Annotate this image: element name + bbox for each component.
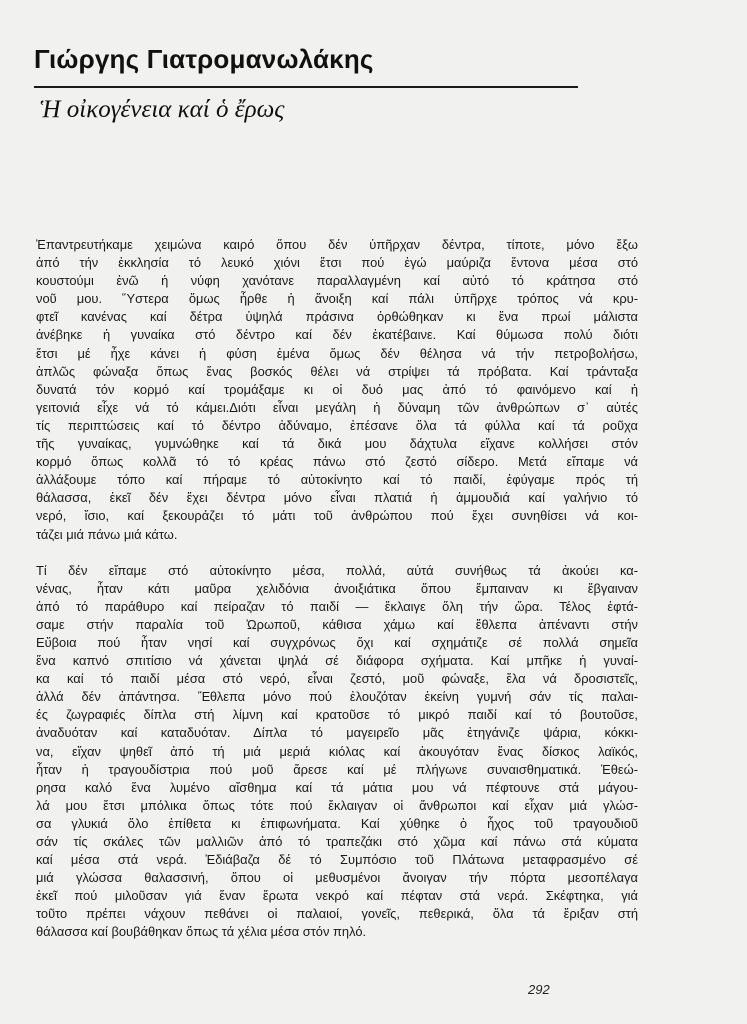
text-line: ἐκεῖ πού μιλοῦσαν γιά ἕναν ἔρωτα νεκρό καί πέφταν στά νερά. Σκέφτηκα, γιά <box>36 888 638 904</box>
heading-rule <box>34 86 578 88</box>
text-line: καί μέσα στά νερά. Ἐδιάβαζα δέ τό Συμπόσιο τοῦ Πλάτωνα μεταφρασμένο σέ <box>36 852 638 868</box>
text-line: ἦταν ἡ τραγουδίστρια πού μοῦ ἄρεσε καί μέ πλήγωνε συναισθηματικά. Ἐθεώ- <box>36 761 638 777</box>
author-heading: Γιώργης Γιατρομανωλάκης <box>34 44 374 74</box>
text-line: φτεῖ κανένας καί δέτρα ὑψηλά πράσινα ὀρθώθηκαν κι ἕνα πρωί μάλιστα <box>36 309 638 325</box>
text-line: Ἐπαντρευτήκαμε χειμώνα καιρό ὅπου δέν ὑπῆρχαν δέντρα, τίποτε, μόνο ἔξω <box>36 237 638 252</box>
text-line: ἀνέβηκε ἡ γυναίκα στό δέντρο καί δέν ἐκατέβαινε. Καί θύμωσα πολύ διότι <box>36 327 638 343</box>
text-line: τοῦτο πρέπει νάχουν πεθάνει οἱ παλαιοί, γονεῖς, πεθερικά, ὅλα τά ἔριξαν στή <box>36 906 638 922</box>
text-line: δυνατά τόν κορμό καί τρομάξαμε κι οἱ δυό μας ἀπό τό φαινόμενο καί ἡ <box>36 381 638 397</box>
text-line: θάλασσα καί βουβάθηκαν ὅπως τά χέλια μέσα στόν πηλό. <box>36 924 367 940</box>
text-line: νένας, ἦταν κάτι μαῦρα χελιδόνια ἀνοιξιάτικα ὅπου ἔμπαιναν κι ἔβγαιναν <box>36 580 638 596</box>
text-line: μιά γλώσσα θαλασσινή, ὅπου οἱ μεθυσμένοι ἄνοιγαν τήν πόρτα μεσοπέλαγα <box>36 870 638 886</box>
text-line: νοῦ μου. Ὕστερα ὅμως ἦρθε ἡ ἄνοιξη καί πάλι ὑπῆρχε τρόπος νά κρυ- <box>36 291 638 307</box>
text-line: Τί δέν εἴπαμε στό αὐτοκίνητο μέσα, πολλά, αὐτά συνήθως τά ἀκούει κα- <box>36 562 638 578</box>
text-line: σαμε στήν παραλία τοῦ Ὠρωποῦ, κάθισα χάμω καί ἔθλεπα ἀπέναντι στήν <box>36 616 638 632</box>
text-line: θάλασσα, ἐκεῖ δέν ἔχει δέντρα μόνο εἶναι πλατιά ἡ ἀμμουδιά καί γαλήνιο τό <box>36 490 638 506</box>
text-line: ἔτσι μέ ἦχε κάνει ἡ φύση ἐμένα ὅμως δέν θέλησα νά τήν πετροβολήσω, <box>36 345 638 361</box>
text-line: ἀλλά δέν ἀπάντησα. Ἔθλεπα μόνο πού ἐλουζόταν ἐκείνη γυμνή σάν τίς παλαι- <box>36 689 638 705</box>
text-line: ές ζωγραφιές δίπλα στή λίμνη καί κρατοῦσε τό μικρό παιδί καί τό βουτοῦσε, <box>36 707 638 723</box>
text-line: ἁπλῶς φώναξα ὅπως ἕνας βοσκός θέλει νά στρίψει τά πρόβατα. Καί τράνταξα <box>36 363 638 379</box>
text-line: τάζει μιά πάνω μιά κάτω. <box>36 526 178 542</box>
text-line: να, εἴχαν ψηθεῖ ἀπό τή μιά μεριά κιόλας καί ἀκουγόταν ἕνας δίσκος λαϊκός, <box>36 743 638 759</box>
text-line: νερό, ἴσιο, καί ξεκουράζει τό μάτι τοῦ ἀνθρώπου πού ἔχει συνηθίσει νά κοι- <box>36 508 638 524</box>
text-line: τίς περιπτώσεις καί τό δέντρο ἀδύναμο, ἐπέσανε ὅλα τά φύλλα καί τά ροῦχα <box>36 417 638 433</box>
text-line: σα γλυκιά ὅλο ἐπίθετα κι ἐπιφωνήματα. Καί χύθηκε ὁ ἦχος τοῦ τραγουδιοῦ <box>36 815 638 831</box>
text-line: λά μου ἔτσι μπόλικα ὅπως τότε πού ἔκλαιγαν οἱ ἄνθρωποι καί εἶχαν μιά γλώσ- <box>36 797 638 813</box>
text-line: ἕνα καπνό σπιτίσιο νά χάνεται ψηλά σέ διάφορα σχήματα. Καί μπῆκε ἡ γυναί- <box>36 653 638 669</box>
text-line: Εὔβοια πού ἦταν νησί καί συγχρόνως ὄχι καί σχημάτιζε σέ πολλά σημεῖα <box>36 634 638 650</box>
text-line: ἀπό τό παράθυρο καί πείραζαν τό παιδί — ἔκλαιγε ὅλη τήν ὥρα. Τέλος ἐφτά- <box>36 598 638 614</box>
body-text <box>36 236 638 942</box>
text-line: ἀλλάξουμε τόπο καί πήραμε τό αὐτοκίνητο καί τό παιδί, ἐφύγαμε πρός τή <box>36 472 638 488</box>
text-line: κα καί τό παιδί μέσα στό νερό, εἶναι ζεστό, μοῦ φώναξε, ἔλα νά δροσιστεῖς, <box>36 671 638 687</box>
paragraph <box>36 236 638 544</box>
text-line: κορμό ὅπως κολλᾶ τό τό κρέας πάνω στό ζεστό σίδερο. Μετά εἴπαμε νά <box>36 454 638 470</box>
text-line: ἀναδυόταν καί καταδυόταν. Δίπλα τό μαγειρεῖο μᾶς ἐτηγάνιζε ψάρια, κόκκι- <box>36 725 638 741</box>
text-line: ρησα καλό ἕνα λυμένο αἴσθημα καί τά μάτια μου νά πέφτουνε στά μάγου- <box>36 779 638 795</box>
text-line: σάν τίς σκάλες τῶν μαλλιῶν ἀπό τό τραπεζάκι στό χῶμα καί πάνω στά κύματα <box>36 834 638 849</box>
paragraph <box>36 562 638 942</box>
text-line: κουστούμι ἐνῶ ἡ νύφη χανότανε παραλλαγμένη καί αὐτό τό κράτησα στό <box>36 273 638 289</box>
text-line: ἀπό τήν ἐκκλησία τό λευκό χιόνι ἔτσι πού ἐγώ μαύριζα ἔντονα μέσα στό <box>36 255 638 271</box>
text-line: γειτονιά εἶχε νά τό κάμει.Διότι εἶναι μεγάλη ἡ δύναμη τῶν ἀνθρώπων σ᾽ αὐτές <box>36 399 638 415</box>
page-number: 292 <box>528 982 550 997</box>
story-title: Ἡ οἰκογένεια καί ὁ ἔρως <box>40 96 285 123</box>
text-line: τῆς γυναίκας, γυμνώθηκε καί τά δικά μου δάχτυλα εἴχανε κολλήσει στόν <box>36 436 638 452</box>
